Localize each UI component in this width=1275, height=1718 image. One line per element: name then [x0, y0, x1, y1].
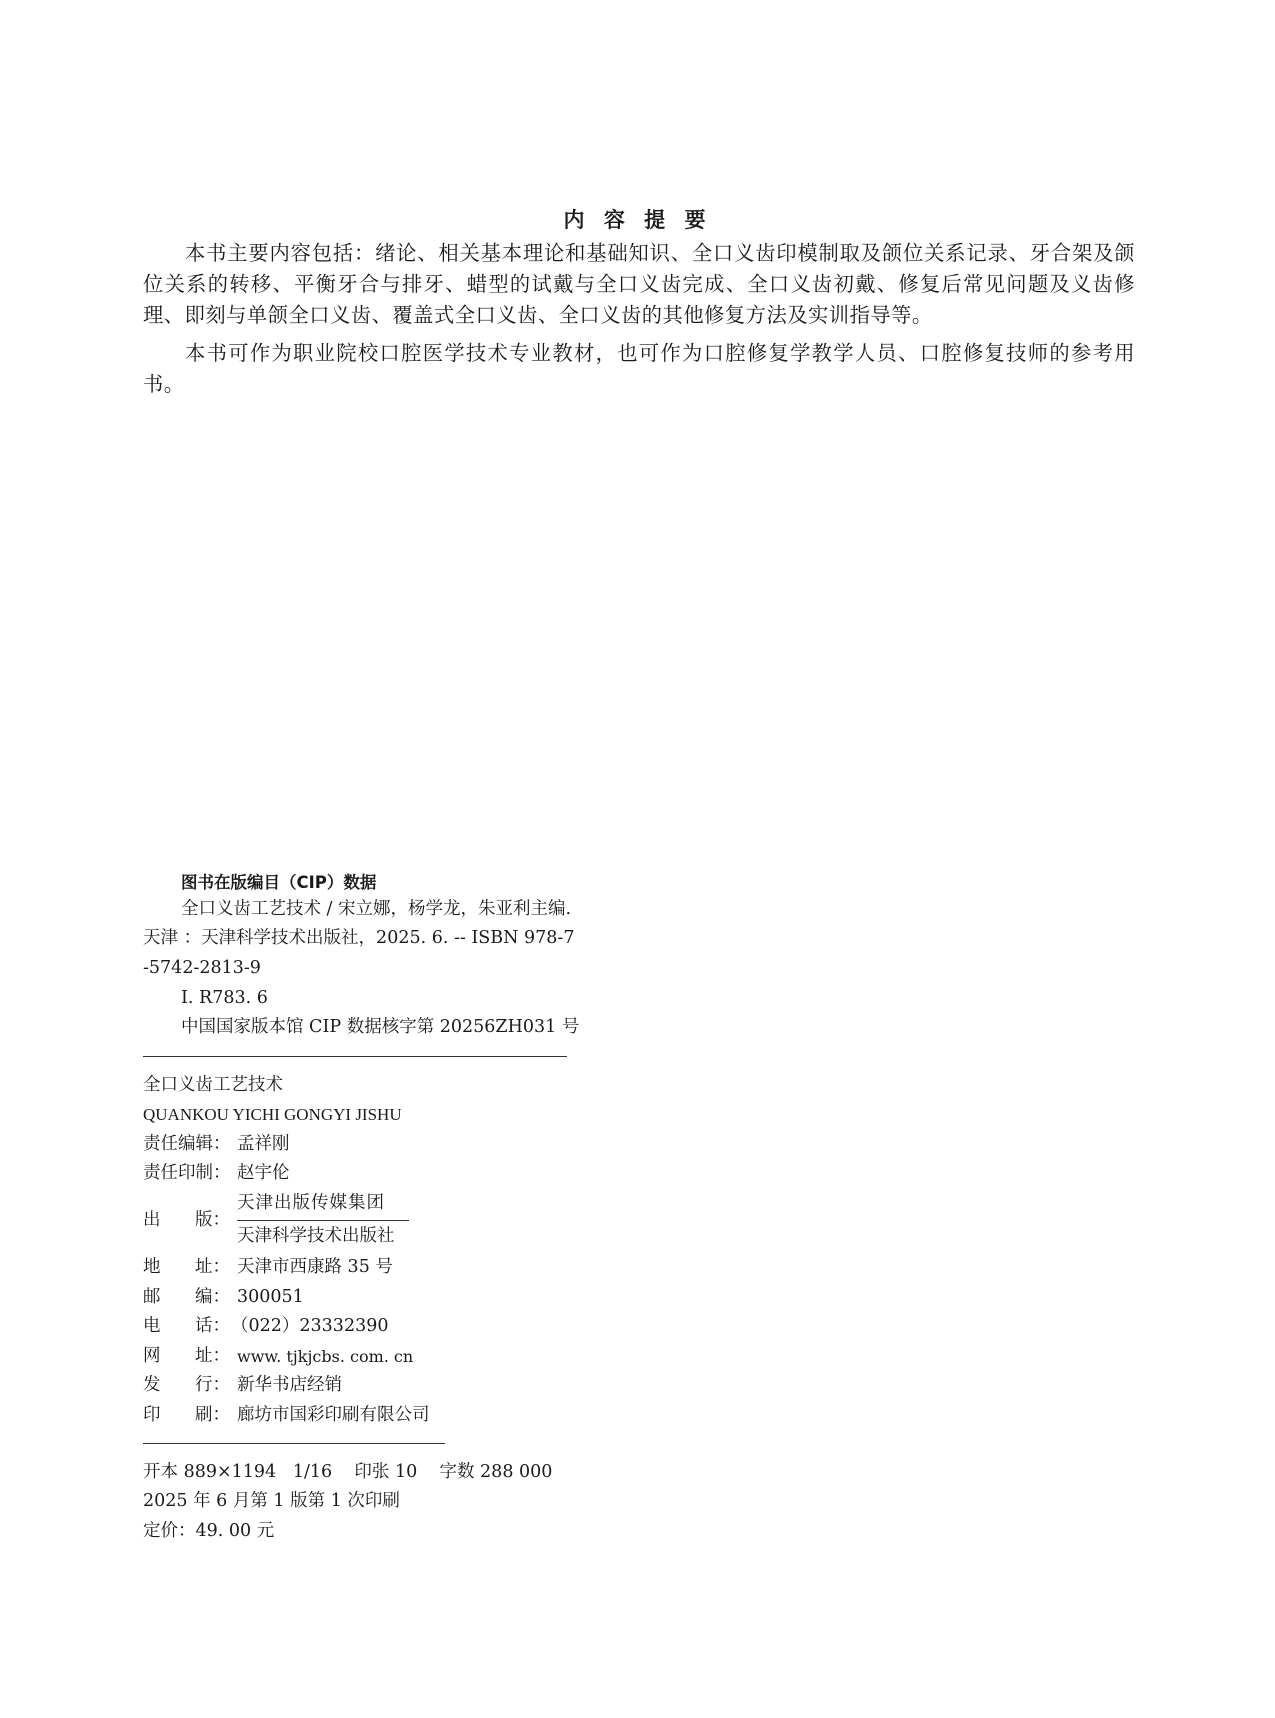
- publisher-name: 天津科学技术出版社: [237, 1226, 395, 1246]
- address-label-1: 地: [143, 1257, 161, 1277]
- phone-label-2: 话：: [195, 1316, 230, 1336]
- printer-value: 廊坊市国彩印刷有限公司: [237, 1405, 430, 1425]
- distribution-label-2: 行：: [195, 1375, 230, 1395]
- publisher-label-2: 版：: [195, 1210, 230, 1230]
- distribution-label-1: 发: [143, 1375, 161, 1395]
- summary-paragraph-2: 本书可作为职业院校口腔医学技术专业教材，也可作为口腔修复学教学人员、口腔修复技师的参考用书。: [143, 341, 1135, 396]
- publisher-label-1: 出: [143, 1210, 161, 1230]
- edition-line: 2025 年 6 月第 1 版第 1 次印刷: [143, 1491, 400, 1511]
- cip-line-4: Ⅰ. R783. 6: [181, 988, 268, 1008]
- website-label-2: 址：: [195, 1346, 230, 1366]
- cip-divider: [143, 1056, 567, 1057]
- editor-label: 责任编辑：: [143, 1134, 231, 1154]
- price-line: 定价：49. 00 元: [143, 1521, 275, 1541]
- cip-line-2: 天津 ：天津科学技术出版社，2025. 6. -- ISBN 978-7: [143, 928, 575, 948]
- postcode-label-1: 邮: [143, 1287, 161, 1307]
- publisher-group: 天津出版传媒集团: [237, 1193, 385, 1213]
- specs-divider: [143, 1443, 445, 1444]
- book-title-pinyin: QUANKOU YICHI GONGYI JISHU: [143, 1105, 402, 1124]
- publisher-divider: [237, 1220, 409, 1221]
- address-label-2: 址：: [195, 1257, 230, 1277]
- book-title-cn: 全口义齿工艺技术: [143, 1075, 283, 1095]
- website-value: www. tjkjcbs. com. cn: [237, 1347, 414, 1366]
- editor-value: 孟祥刚: [237, 1134, 290, 1154]
- cip-line-1: 全口义齿工艺技术 / 宋立娜，杨学龙，朱亚利主编.: [181, 899, 572, 919]
- cip-line-3: -5742-2813-9: [143, 958, 261, 978]
- phone-value: （022）23332390: [231, 1316, 389, 1336]
- address-value: 天津市西康路 35 号: [237, 1257, 393, 1277]
- summary-paragraph-1: 本书主要内容包括：绪论、相关基本理论和基础知识、全口义齿印模制取及颌位关系记录、牙合架及颌位关系的转移、平衡牙合与排牙、蜡型的试戴与全口义齿完成、全口义齿初戴、修复后常见问题及义齿修理、即刻与单颌全口义齿、覆盖式全口义齿、全口义齿的其他修复方法及实训指导等。: [143, 241, 1135, 327]
- distribution-value: 新华书店经销: [237, 1375, 342, 1395]
- print-manager-value: 赵宇伦: [237, 1163, 290, 1183]
- website-label-1: 网: [143, 1346, 161, 1366]
- cip-line-5: 中国国家版本馆 CIP 数据核字第 20256ZH031 号: [181, 1017, 580, 1037]
- cip-heading: 图书在版编目（CIP）数据: [181, 873, 377, 892]
- postcode-value: 300051: [237, 1287, 304, 1307]
- printer-label-2: 刷：: [195, 1405, 230, 1425]
- format-line: 开本 889×1194 1/16 印张 10 字数 288 000: [143, 1462, 553, 1482]
- phone-label-1: 电: [143, 1316, 161, 1336]
- print-manager-label: 责任印制：: [143, 1163, 231, 1183]
- postcode-label-2: 编：: [195, 1287, 230, 1307]
- printer-label-1: 印: [143, 1405, 161, 1425]
- summary-heading: 内 容 提 要: [563, 208, 712, 232]
